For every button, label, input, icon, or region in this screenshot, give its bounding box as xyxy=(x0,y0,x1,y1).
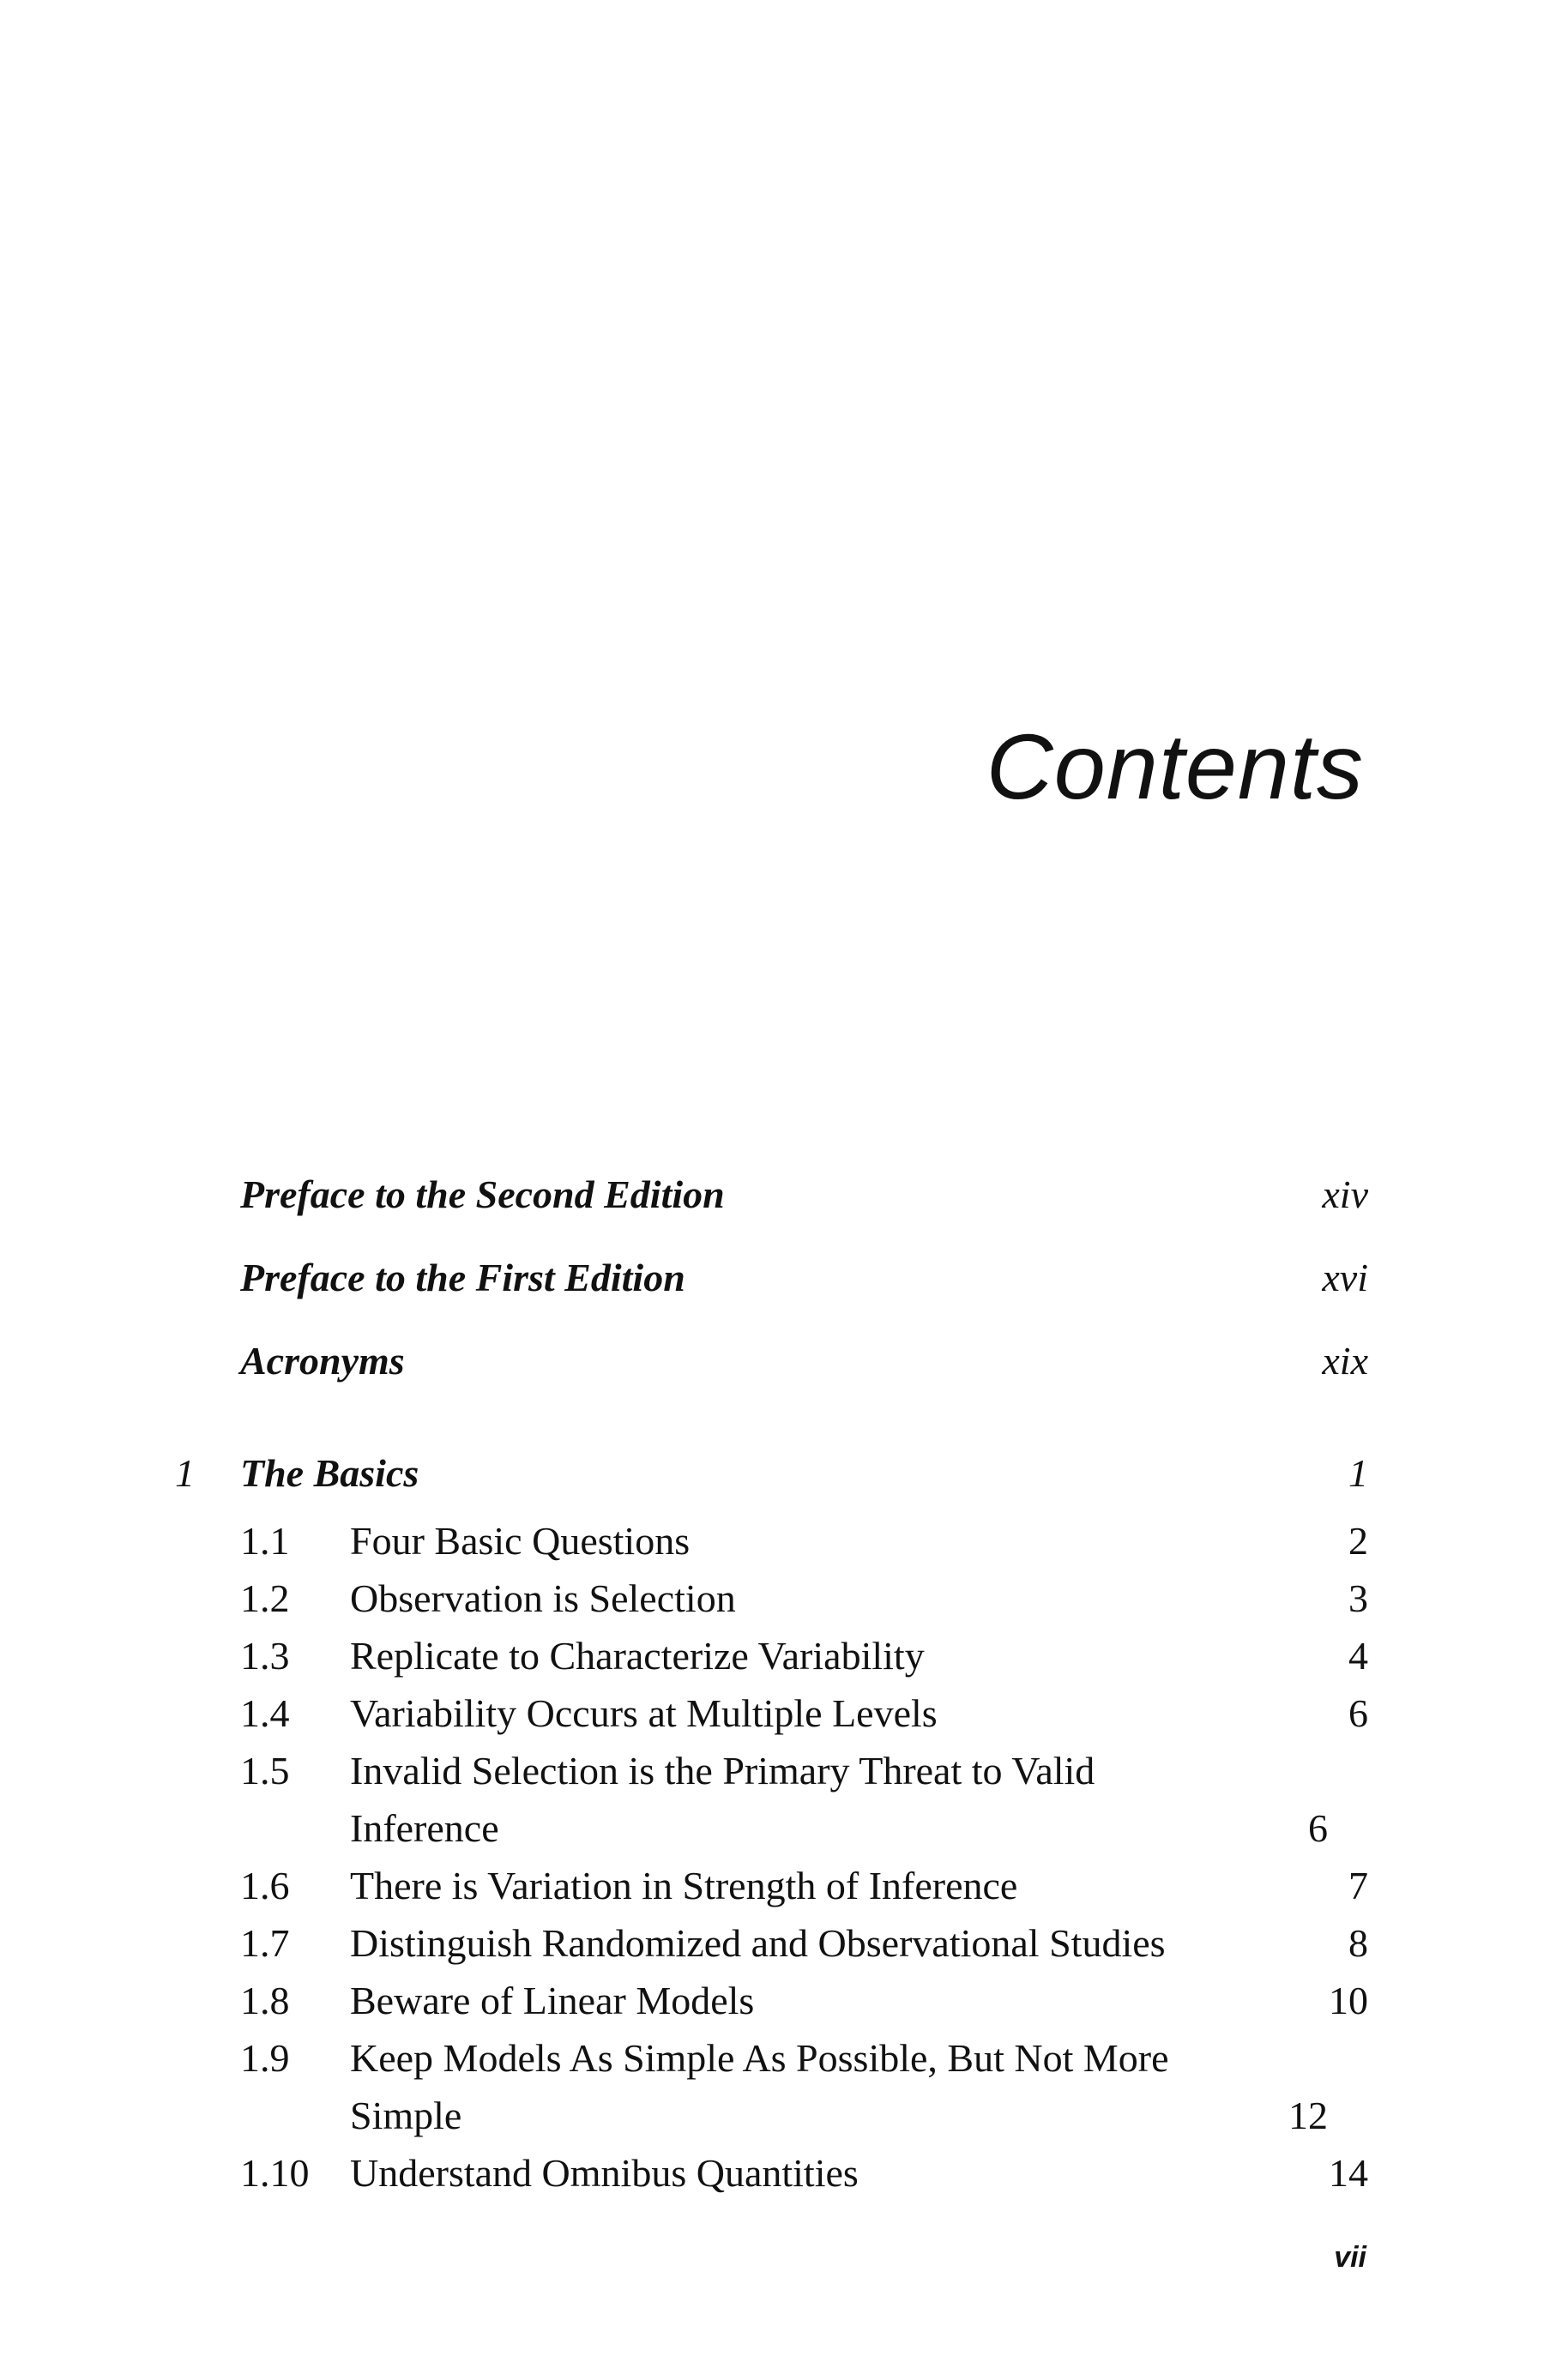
chapter-number: 1 xyxy=(175,1451,195,1495)
section-number: 1.9 xyxy=(240,2036,290,2080)
toc-entry-preface-second-edition[interactable] xyxy=(240,1172,1368,1216)
chapter-page: 1 xyxy=(1348,1451,1368,1495)
toc-section-1-9[interactable] xyxy=(240,2029,1368,2144)
section-page: 14 xyxy=(1329,2151,1368,2195)
section-page: 7 xyxy=(1348,1864,1368,1907)
section-page: 12 xyxy=(1288,2094,1328,2137)
section-title: Distinguish Randomized and Observational Studies xyxy=(350,1921,1166,1965)
toc-section-1-3[interactable] xyxy=(240,1627,1368,1684)
toc-section-1-7[interactable] xyxy=(240,1914,1368,1972)
toc-chapter-1[interactable] xyxy=(175,1451,1368,1495)
toc-entry-page: xvi xyxy=(1322,1256,1368,1299)
toc-entry-preface-first-edition[interactable] xyxy=(240,1258,1368,1298)
toc-entry-acronyms[interactable] xyxy=(240,1341,1368,1381)
page-title: Contents xyxy=(986,714,1364,818)
toc-section-1-1[interactable] xyxy=(240,1512,1368,1570)
section-title: There is Variation in Strength of Inference xyxy=(350,1864,1018,1907)
section-page: 2 xyxy=(1348,1519,1368,1563)
toc-section-1-10[interactable] xyxy=(240,2144,1368,2202)
toc-section-list xyxy=(240,1512,1368,2202)
chapter-title: The Basics xyxy=(240,1451,419,1495)
section-number: 1.1 xyxy=(240,1519,290,1563)
toc-section-1-8[interactable] xyxy=(240,1972,1368,2029)
section-title: Four Basic Questions xyxy=(350,1519,691,1563)
toc-section-1-4[interactable] xyxy=(240,1684,1368,1742)
toc-entry-page: xix xyxy=(1322,1339,1368,1383)
toc-section-1-5[interactable] xyxy=(240,1742,1368,1857)
toc-entry-page: xiv xyxy=(1322,1172,1368,1216)
section-title: Invalid Selection is the Primary Threat to Valid Inference xyxy=(350,1749,1095,1850)
section-title: Beware of Linear Models xyxy=(350,1979,755,2022)
section-page: 10 xyxy=(1329,1979,1368,2022)
toc-section-1-6[interactable] xyxy=(240,1857,1368,1914)
section-number: 1.8 xyxy=(240,1979,290,2022)
section-title: Variability Occurs at Multiple Levels xyxy=(350,1691,938,1735)
section-page: 6 xyxy=(1308,1806,1328,1850)
toc-entry-label: Preface to the Second Edition xyxy=(240,1172,725,1216)
section-number: 1.10 xyxy=(240,2151,310,2195)
section-page: 6 xyxy=(1348,1691,1368,1735)
toc-entry-label: Acronyms xyxy=(240,1339,405,1383)
section-number: 1.2 xyxy=(240,1576,290,1620)
section-page: 3 xyxy=(1348,1576,1368,1620)
section-number: 1.3 xyxy=(240,1634,290,1678)
section-number: 1.7 xyxy=(240,1921,290,1965)
section-number: 1.5 xyxy=(240,1749,290,1793)
section-number: 1.4 xyxy=(240,1691,290,1735)
section-title: Replicate to Characterize Variability xyxy=(350,1634,925,1678)
toc-entry-label: Preface to the First Edition xyxy=(240,1256,685,1299)
section-title: Keep Models As Simple As Possible, But Not More Simple xyxy=(350,2036,1169,2137)
section-page: 8 xyxy=(1348,1921,1368,1965)
section-page: 4 xyxy=(1348,1634,1368,1678)
toc-section-1-2[interactable] xyxy=(240,1570,1368,1627)
page-folio: vii xyxy=(1334,2241,1366,2274)
section-title: Observation is Selection xyxy=(350,1576,736,1620)
section-number: 1.6 xyxy=(240,1864,290,1907)
section-title: Understand Omnibus Quantities xyxy=(350,2151,859,2195)
